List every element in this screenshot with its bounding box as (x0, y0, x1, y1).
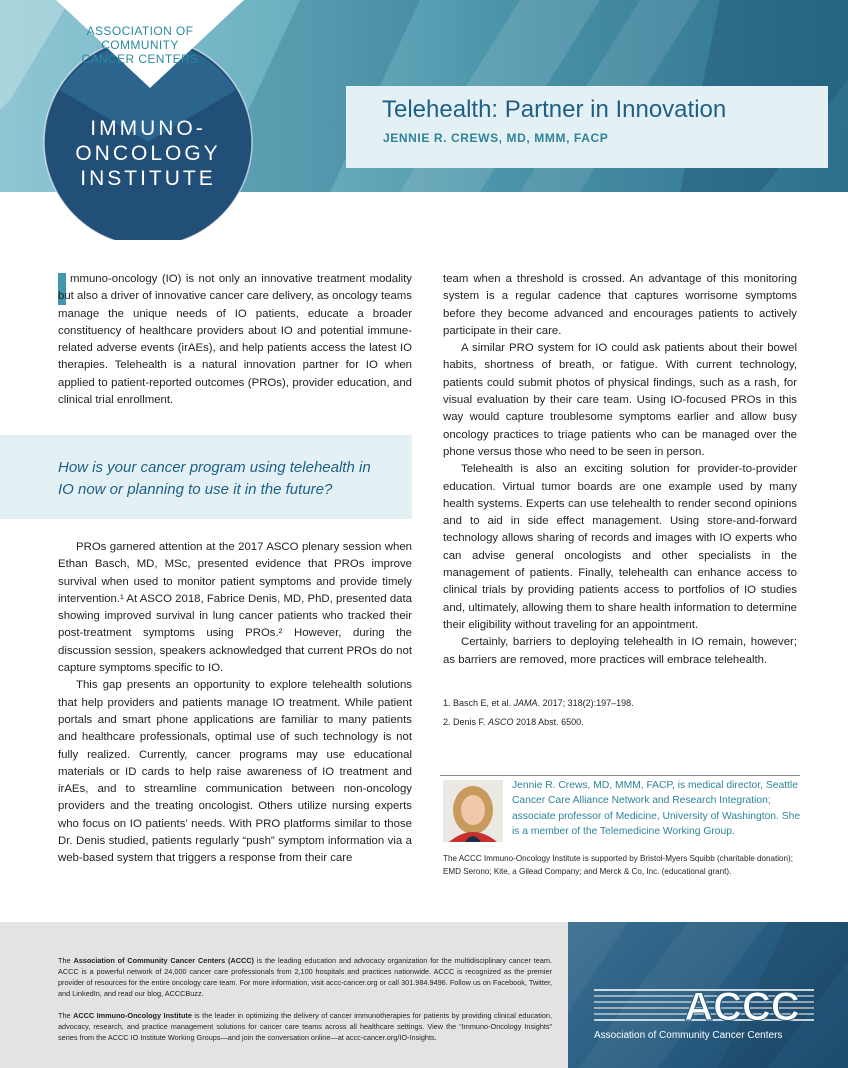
author-bio: Jennie R. Crews, MD, MMM, FACP, is medical director, Seattle Cancer Care Alliance Network and Research Integration; associate professor of Medicine, University of Washington. She is a member of the Telemedicine Working Group. (512, 780, 801, 837)
intro-text: mmuno-oncology (IO) is not only an innovative treatment modality but also a driver of innovative cancer care delivery, as oncology teams manage the unique needs of IO patients, educate a broader constituency of healthcare providers about IO and potential immune-related adverse events (irAEs), and help patients access the latest IO therapies. Telehealth is a natural innovation partner for IO when applied to patient-reported outcomes (PROs), provider education, and clinical trial enrollment. (58, 273, 412, 407)
reference-text: 1. Basch E, et al. (443, 698, 514, 708)
footer-bold: Association of Community Cancer Centers (ACCC) (73, 956, 254, 965)
institute-line: IMMUNO- (90, 117, 206, 140)
accc-logo-text: ACCC (684, 986, 800, 1026)
reference-text: . 2017; 318(2):197–198. (537, 698, 634, 708)
body-paragraph: Certainly, barriers to deploying telehealth in IO remain, however; as barriers are removed, more practices will embrace telehealth. (443, 636, 797, 666)
association-line: ASSOCIATION OF (86, 24, 194, 38)
question-text: How is your cancer program using telehealth in IO now or planning to use it in the future? (58, 459, 371, 498)
reference-journal: JAMA (513, 698, 538, 708)
footer-institute-description (58, 1010, 552, 1043)
footer-bold: ACCC Immuno-Oncology Institute (73, 1011, 192, 1020)
references (443, 694, 797, 732)
accc-logo (594, 986, 814, 1026)
left-column (58, 539, 412, 868)
association-line: CANCER CENTERS (81, 52, 199, 66)
bio-divider (440, 775, 800, 776)
footer-accc-description (58, 955, 552, 999)
accc-full-name: Association of Community Cancer Centers (594, 1030, 783, 1041)
header-banner (0, 0, 848, 240)
association-line: COMMUNITY (101, 38, 179, 52)
body-paragraph: A similar PRO system for IO could ask patients about their bowel habits, shortness of breath, or fatigue. With current technology, patients could submit photos of physical findings, such as a rash, for visual evaluation by their care team. Using IO-focused PROs in this way would capture troublesome symptoms earlier and allow busy oncology practices to triage patients who can be managed over the phone versus those who need to be seen in person. (443, 342, 797, 458)
institute-name (68, 116, 228, 191)
reference-text: 2. Denis F. (443, 717, 489, 727)
footer-text: The (58, 1011, 74, 1020)
author-photo (443, 780, 503, 842)
intro-paragraph (58, 271, 412, 409)
institute-line: INSTITUTE (80, 167, 216, 190)
body-paragraph: This gap presents an opportunity to explore telehealth solutions that help providers and patients manage IO treatment. While patient portals and smart phone applications are familiar to many patients and healthcare professionals, optimal use of such technology is not fully realized. Currently, cancer programs may use educational materials or ID cards to help raise awareness of IO treatment and irAEs, and to streamline communication between non-oncology providers and the treating oncologist. Others utilize nursing experts who focus on IO patients’ needs. With PRO platforms similar to those Dr. Denis studied, patients regularly “push” symptom information via a web-based system that triggers a response from their care (58, 679, 412, 865)
reference-item (443, 713, 797, 732)
support-statement: The ACCC Immuno-Oncology Institute is supported by Bristol-Myers Squibb (charitable donation); EMD Serono; Kite, a Gilead Company; and Merck & Co, Inc. (educational grant). (443, 854, 793, 876)
association-badge (74, 24, 206, 66)
footer-text: The (58, 956, 74, 965)
author-portrait-icon (443, 780, 503, 842)
reference-text: 2018 Abst. 6500. (513, 717, 584, 727)
reference-item (443, 694, 797, 713)
footer-text: is the leader in optimizing the delivery of cancer immunotherapies for patients by providing clinical education, advocacy, research, and practice management solutions for cancer care teams across all healthcare settings. View the “Immuno-Oncology Insights” series from the ACCC IO Institute Working Groups—and join the conversation online—at accc-cancer.org/IO-Insights. (58, 1011, 553, 1042)
footer-text: is the leading education and advocacy organization for the multidisciplinary cancer team. ACCC is a powerful network of 24,000 cancer care professionals from 2,100 hospitals and practices nationwide. ACCC is recognized as the premier provider of resources for the entire oncology care team. For more information, visit accc-cancer.org or call 301.984.9496. Follow us on Facebook, Twitter, and LinkedIn, and read our blog, ACCCBuzz. (58, 956, 552, 998)
institute-line: ONCOLOGY (75, 142, 221, 165)
body-paragraph: Telehealth is also an exciting solution for provider-to-provider education. Virtual tumor boards are one example used by many health systems. Experts can use telehealth to render second opinions and to aid in side effect management. Using store-and-forward technology allows sharing of records and images with IO experts who can advise general oncologists and other specialists in the management of patients. Finally, telehealth can enhance access to clinical trials by providing patients access to portfolios of IO studies and, ultimately, allowing them to share health information to determine their eligibility without traveling for an appointment. (443, 463, 797, 631)
body-paragraph: team when a threshold is crossed. An advantage of this monitoring system is a regular cadence that captures worrisome symptoms before they become advanced and encourages patients to actively participate in their care. (443, 273, 797, 337)
page-title: Telehealth: Partner in Innovation (382, 96, 727, 123)
author-byline: JENNIE R. CREWS, MD, MMM, FACP (383, 131, 609, 145)
body-paragraph: PROs garnered attention at the 2017 ASCO plenary session when Ethan Basch, MD, MSc, presented evidence that PROs improve survival when used to monitor patient symptoms and provide timely intervention.¹ At ASCO 2018, Fabrice Denis, MD, PhD, presented data showing improved survival in lung cancer patients who tracked their post-treatment symptoms using PROs.² However, during the discussion session, speakers acknowledged that current PROs do not capture symptoms specific to IO. (58, 541, 412, 675)
right-column (443, 271, 797, 669)
reference-journal: ASCO (488, 717, 514, 727)
